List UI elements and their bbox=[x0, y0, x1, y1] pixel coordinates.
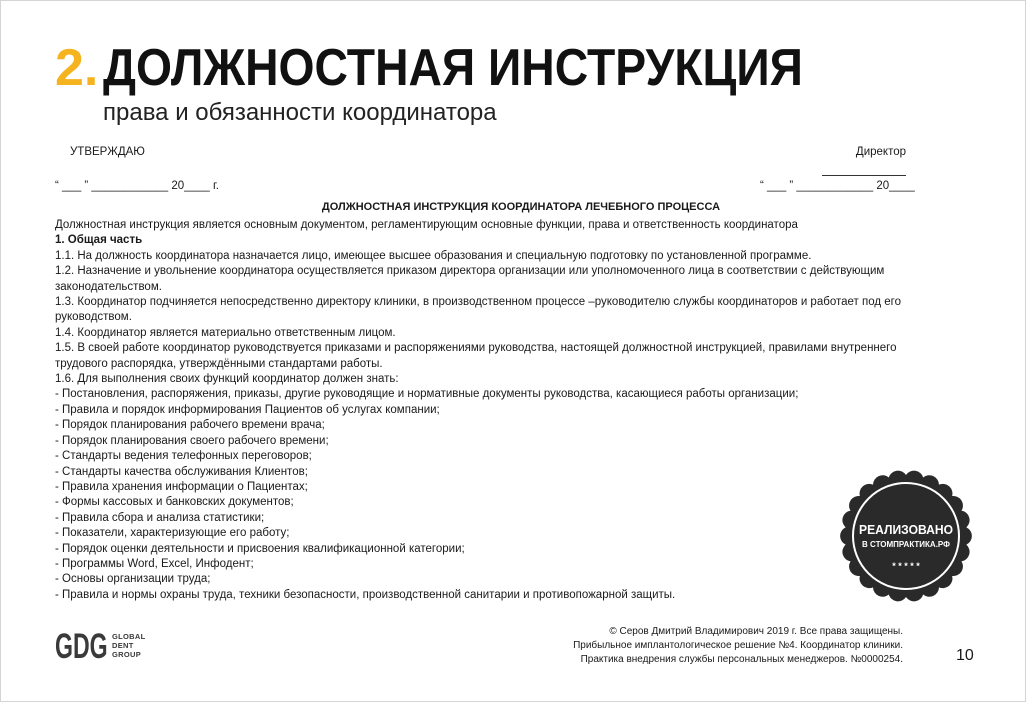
list-item: 1.5. В своей работе координатор руководствуется приказами и распоряжениями руководства, настоящей должностной инструкцией, правилами внутреннего трудового распорядка, утверждёнными стандартами работы. bbox=[55, 342, 897, 370]
page-number: 10 bbox=[956, 647, 974, 664]
list-item: 1.3. Координатор подчиняется непосредственно директору клиники, в производственном процессе –руководителю службы координаторов и работает под его руководством. bbox=[55, 296, 901, 324]
copyright-block bbox=[573, 625, 903, 667]
list-item: - Стандарты качества обслуживания Клиентов; bbox=[55, 465, 308, 478]
document-body bbox=[55, 218, 945, 603]
approve-label: УТВЕРЖДАЮ bbox=[70, 146, 145, 158]
page-subtitle: права и обязанности координатора bbox=[103, 99, 497, 126]
document-heading: ДОЛЖНОСТНАЯ ИНСТРУКЦИЯ КООРДИНАТОРА ЛЕЧЕБНОГО ПРОЦЕССА bbox=[321, 201, 721, 213]
section-number: 2. bbox=[55, 39, 99, 97]
list-item: - Правила хранения информации о Пациентах; bbox=[55, 480, 308, 493]
list-item: - Постановления, распоряжения, приказы, другие руководящие и нормативные документы руководства, касающиеся работы организации; bbox=[55, 388, 799, 401]
signature-line bbox=[822, 175, 906, 176]
logo-sub-line: GROUP bbox=[112, 650, 142, 659]
list-item: 1.2. Назначение и увольнение координатора осуществляется приказом директора организации или уполномоченного лица в соответствии с действующим законодательством. bbox=[55, 265, 885, 293]
section-title: 1. Общая часть bbox=[55, 234, 143, 247]
company-logo: GDG bbox=[55, 627, 108, 666]
list-item: - Правила и нормы охраны труда, техники безопасности, производственной санитарии и противопожарной защиты. bbox=[55, 588, 676, 601]
date-field-left: “ ___ ” ____________ 20____ г. bbox=[55, 180, 219, 192]
logo-sub-line: DENT bbox=[112, 641, 134, 650]
copyright-line: © Серов Дмитрий Владимирович 2019 г. Все права защищены. bbox=[609, 626, 903, 637]
seal-text-main: РЕАЛИЗОВАНО bbox=[859, 522, 953, 537]
seal-text-site: В СТОМПРАКТИКА.РФ bbox=[862, 540, 951, 549]
list-item: - Правила сбора и анализа статистики; bbox=[55, 511, 265, 524]
list-item: - Правила и порядок информирования Пациентов об услугах компании; bbox=[55, 403, 440, 416]
list-item: - Программы Word, Excel, Инфодент; bbox=[55, 557, 254, 570]
list-item: - Порядок оценки деятельности и присвоения квалификационной категории; bbox=[55, 542, 465, 555]
list-item: - Основы организации труда; bbox=[55, 573, 211, 586]
list-item: 1.4. Координатор является материально ответственным лицом. bbox=[55, 326, 396, 339]
list-item: - Стандарты ведения телефонных переговоров; bbox=[55, 450, 312, 463]
copyright-line: Прибыльное имплантологическое решение №4. Координатор клиники. bbox=[573, 640, 903, 651]
page-title: ДОЛЖНОСТНАЯ ИНСТРУКЦИЯ bbox=[103, 39, 803, 97]
list-item: 1.6. Для выполнения своих функций координатор должен знать: bbox=[55, 373, 399, 386]
seal-badge bbox=[836, 466, 976, 606]
company-logo-subtitle bbox=[112, 632, 145, 659]
list-item: - Порядок планирования своего рабочего времени; bbox=[55, 434, 329, 447]
logo-sub-line: GLOBAL bbox=[112, 632, 146, 641]
list-item: - Порядок планирования рабочего времени врача; bbox=[55, 419, 325, 432]
copyright-line: Практика внедрения службы персональных менеджеров. №0000254. bbox=[580, 654, 903, 665]
director-label: Директор bbox=[855, 146, 906, 158]
date-field-right: “ ___ ” ____________ 20____ bbox=[760, 180, 915, 192]
document-intro: Должностная инструкция является основным документом, регламентирующим основные функции, права и ответственность координатора bbox=[55, 219, 798, 231]
list-item: - Показатели, характеризующие его работу; bbox=[55, 527, 290, 540]
list-item: 1.1. На должность координатора назначается лицо, имеющее высшее образования и специальную подготовку по установленной программе. bbox=[55, 249, 812, 262]
seal-stars: * * * * * bbox=[892, 561, 920, 571]
list-item: - Формы кассовых и банковских документов; bbox=[55, 496, 294, 509]
